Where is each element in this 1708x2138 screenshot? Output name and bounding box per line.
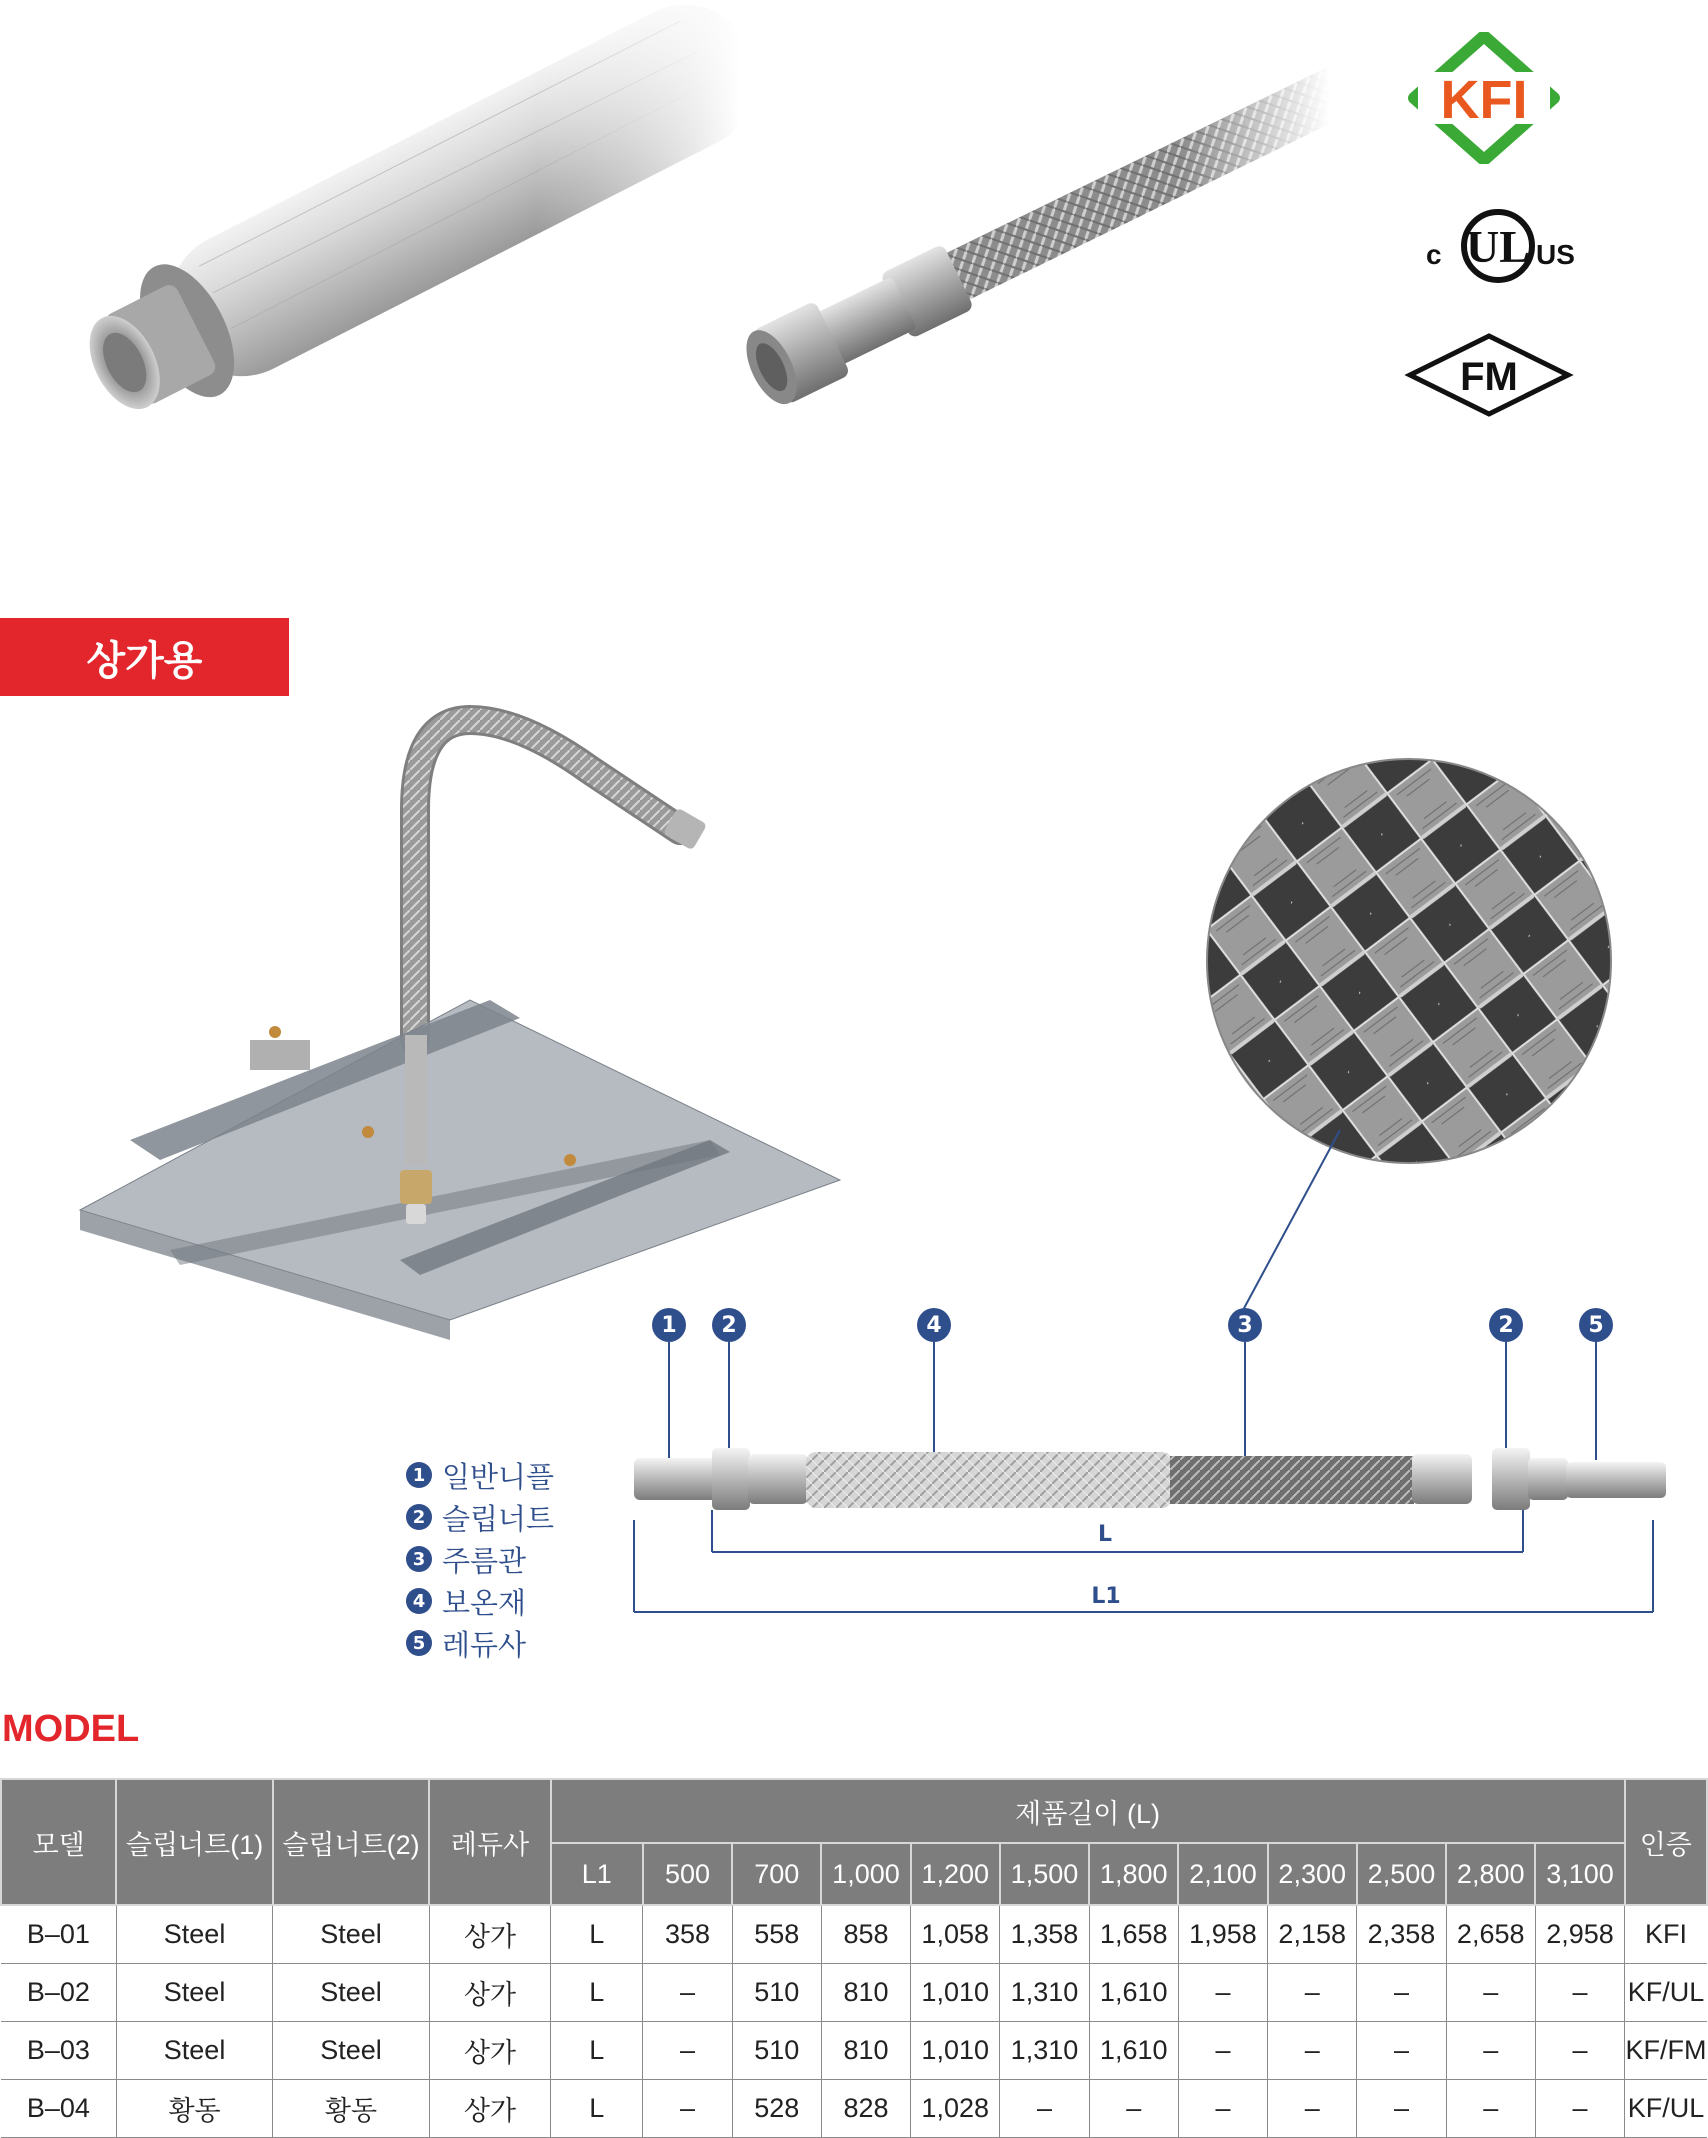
table-cell: 828 xyxy=(821,2080,910,2138)
installation-illustration xyxy=(70,700,870,1340)
section-tag: 상가용 xyxy=(0,618,289,696)
header-length-column: 2,800 xyxy=(1446,1843,1535,1905)
table-cell: 2,658 xyxy=(1446,1905,1535,1964)
table-cell: – xyxy=(1178,2080,1267,2138)
table-cell: B–04 xyxy=(1,2080,116,2138)
table-cell: – xyxy=(1178,2022,1267,2080)
table-cell: Steel xyxy=(273,1964,429,2022)
ul-logo-c: c xyxy=(1426,239,1442,270)
table-cell: – xyxy=(1535,2080,1624,2138)
header-length-column: 700 xyxy=(732,1843,821,1905)
table-cell: – xyxy=(1000,2080,1089,2138)
legend-item-nipple xyxy=(406,1454,554,1496)
model-section-title: MODEL xyxy=(2,1708,140,1750)
legend-label: 보온재 xyxy=(442,1585,527,1620)
table-cell: 상가 xyxy=(429,1964,550,2022)
legend-number: 2 xyxy=(406,1504,432,1530)
table-cell: Steel xyxy=(116,1964,272,2022)
braid-closeup xyxy=(1204,758,1614,1164)
model-spec-table xyxy=(0,1778,1708,2138)
callout-reducer: 5 xyxy=(1579,1308,1613,1342)
table-cell: 558 xyxy=(732,1905,821,1964)
table-cell: 810 xyxy=(821,1964,910,2022)
table-cell: – xyxy=(643,2022,732,2080)
table-cell: – xyxy=(1178,1964,1267,2022)
header-length-column: 1,800 xyxy=(1089,1843,1178,1905)
table-cell: 510 xyxy=(732,1964,821,2022)
table-cell: 1,010 xyxy=(911,2022,1000,2080)
table-cell: – xyxy=(1535,1964,1624,2022)
legend-item-reducer xyxy=(406,1622,554,1664)
table-cell: L xyxy=(551,2080,643,2138)
table-cell: – xyxy=(1357,2080,1446,2138)
table-cell: Steel xyxy=(273,2022,429,2080)
legend-number: 4 xyxy=(406,1588,432,1614)
table-cell: 2,158 xyxy=(1268,1905,1357,1964)
callout-slip-nut-right: 2 xyxy=(1489,1308,1523,1342)
legend-item-slip-nut xyxy=(406,1496,554,1538)
legend-label: 슬립너트 xyxy=(442,1501,555,1536)
ul-logo xyxy=(1420,198,1580,288)
table-cell: – xyxy=(1446,1964,1535,2022)
table-row xyxy=(1,2022,1707,2080)
table-cell: 528 xyxy=(732,2080,821,2138)
insulated-hose-photo xyxy=(60,0,740,440)
table-cell: 황동 xyxy=(116,2080,272,2138)
table-cell: B–03 xyxy=(1,2022,116,2080)
legend-item-insulation xyxy=(406,1580,554,1622)
table-cell: – xyxy=(1535,2022,1624,2080)
table-cell: KF/FM xyxy=(1625,2022,1707,2080)
parts-legend xyxy=(406,1454,554,1664)
header-reducer: 레듀사 xyxy=(429,1779,550,1905)
header-length-column: 2,300 xyxy=(1268,1843,1357,1905)
table-cell: – xyxy=(643,2080,732,2138)
header-length-column: 2,500 xyxy=(1357,1843,1446,1905)
table-cell: 1,610 xyxy=(1089,1964,1178,2022)
header-length-column: 500 xyxy=(643,1843,732,1905)
table-cell: – xyxy=(1268,2080,1357,2138)
table-cell: – xyxy=(1268,2022,1357,2080)
table-cell: 858 xyxy=(821,1905,910,1964)
table-cell: Steel xyxy=(273,1905,429,1964)
dimension-l-label: L xyxy=(1097,1522,1113,1547)
table-cell: 810 xyxy=(821,2022,910,2080)
table-cell: 510 xyxy=(732,2022,821,2080)
table-cell: 1,058 xyxy=(911,1905,1000,1964)
closeup-leader xyxy=(1240,1120,1360,1320)
table-cell: L xyxy=(551,2022,643,2080)
table-cell: L xyxy=(551,1905,643,1964)
legend-item-corrugated-pipe xyxy=(406,1538,554,1580)
header-length-column: 1,000 xyxy=(821,1843,910,1905)
header-length-column: 2,100 xyxy=(1178,1843,1267,1905)
callout-corrugated-pipe: 3 xyxy=(1228,1308,1262,1342)
legend-label: 일반니플 xyxy=(442,1459,555,1494)
fm-logo-text: FM xyxy=(1460,355,1518,399)
table-cell: KF/UL xyxy=(1625,1964,1707,2022)
table-cell: B–01 xyxy=(1,1905,116,1964)
table-cell: KFI xyxy=(1625,1905,1707,1964)
callout-slip-nut-left: 2 xyxy=(712,1308,746,1342)
table-cell: 상가 xyxy=(429,2080,550,2138)
ul-logo-us: US xyxy=(1536,239,1575,270)
table-cell: – xyxy=(1446,2080,1535,2138)
fm-logo xyxy=(1404,332,1574,418)
legend-label: 주름관 xyxy=(442,1543,527,1578)
table-cell: B–02 xyxy=(1,1964,116,2022)
table-cell: – xyxy=(643,1964,732,2022)
table-cell: 1,358 xyxy=(1000,1905,1089,1964)
kfi-logo-text: KFI xyxy=(1440,70,1528,130)
legend-label: 레듀사 xyxy=(442,1627,527,1662)
table-cell: 1,310 xyxy=(1000,2022,1089,2080)
callout-insulation: 4 xyxy=(917,1308,951,1342)
legend-number: 5 xyxy=(406,1630,432,1656)
header-length-column: 1,200 xyxy=(911,1843,1000,1905)
table-cell: 358 xyxy=(643,1905,732,1964)
header-slip-nut-2: 슬립너트(2) xyxy=(273,1779,429,1905)
legend-number: 3 xyxy=(406,1546,432,1572)
table-row xyxy=(1,1964,1707,2022)
table-cell: – xyxy=(1268,1964,1357,2022)
header-model: 모델 xyxy=(1,1779,116,1905)
header-length-column: L1 xyxy=(551,1843,643,1905)
legend-number: 1 xyxy=(406,1462,432,1488)
header-length-column: 3,100 xyxy=(1535,1843,1624,1905)
table-cell: 2,958 xyxy=(1535,1905,1624,1964)
header-length-column: 1,500 xyxy=(1000,1843,1089,1905)
table-cell: KF/UL xyxy=(1625,2080,1707,2138)
header-product-length: 제품길이 (L) xyxy=(551,1779,1625,1843)
callout-nipple: 1 xyxy=(652,1308,686,1342)
table-cell: 상가 xyxy=(429,1905,550,1964)
table-cell: 1,310 xyxy=(1000,1964,1089,2022)
hose-assembly-diagram xyxy=(620,1340,1708,1620)
table-cell: 1,958 xyxy=(1178,1905,1267,1964)
ul-logo-text: UL xyxy=(1466,221,1530,272)
table-cell: 황동 xyxy=(273,2080,429,2138)
table-cell: – xyxy=(1446,2022,1535,2080)
table-cell: 1,610 xyxy=(1089,2022,1178,2080)
table-cell: – xyxy=(1089,2080,1178,2138)
table-cell: L xyxy=(551,1964,643,2022)
table-row xyxy=(1,2080,1707,2138)
table-cell: – xyxy=(1357,2022,1446,2080)
table-cell: 2,358 xyxy=(1357,1905,1446,1964)
braided-hose-photo xyxy=(730,40,1330,440)
table-cell: – xyxy=(1357,1964,1446,2022)
table-cell: Steel xyxy=(116,2022,272,2080)
table-row xyxy=(1,1905,1707,1964)
table-cell: Steel xyxy=(116,1905,272,1964)
dimension-l1-label: L1 xyxy=(1091,1584,1121,1609)
header-slip-nut-1: 슬립너트(1) xyxy=(116,1779,272,1905)
table-cell: 1,010 xyxy=(911,1964,1000,2022)
kfi-logo xyxy=(1404,32,1564,164)
table-cell: 1,028 xyxy=(911,2080,1000,2138)
table-cell: 1,658 xyxy=(1089,1905,1178,1964)
header-certification: 인증 xyxy=(1625,1779,1707,1905)
table-cell: 상가 xyxy=(429,2022,550,2080)
